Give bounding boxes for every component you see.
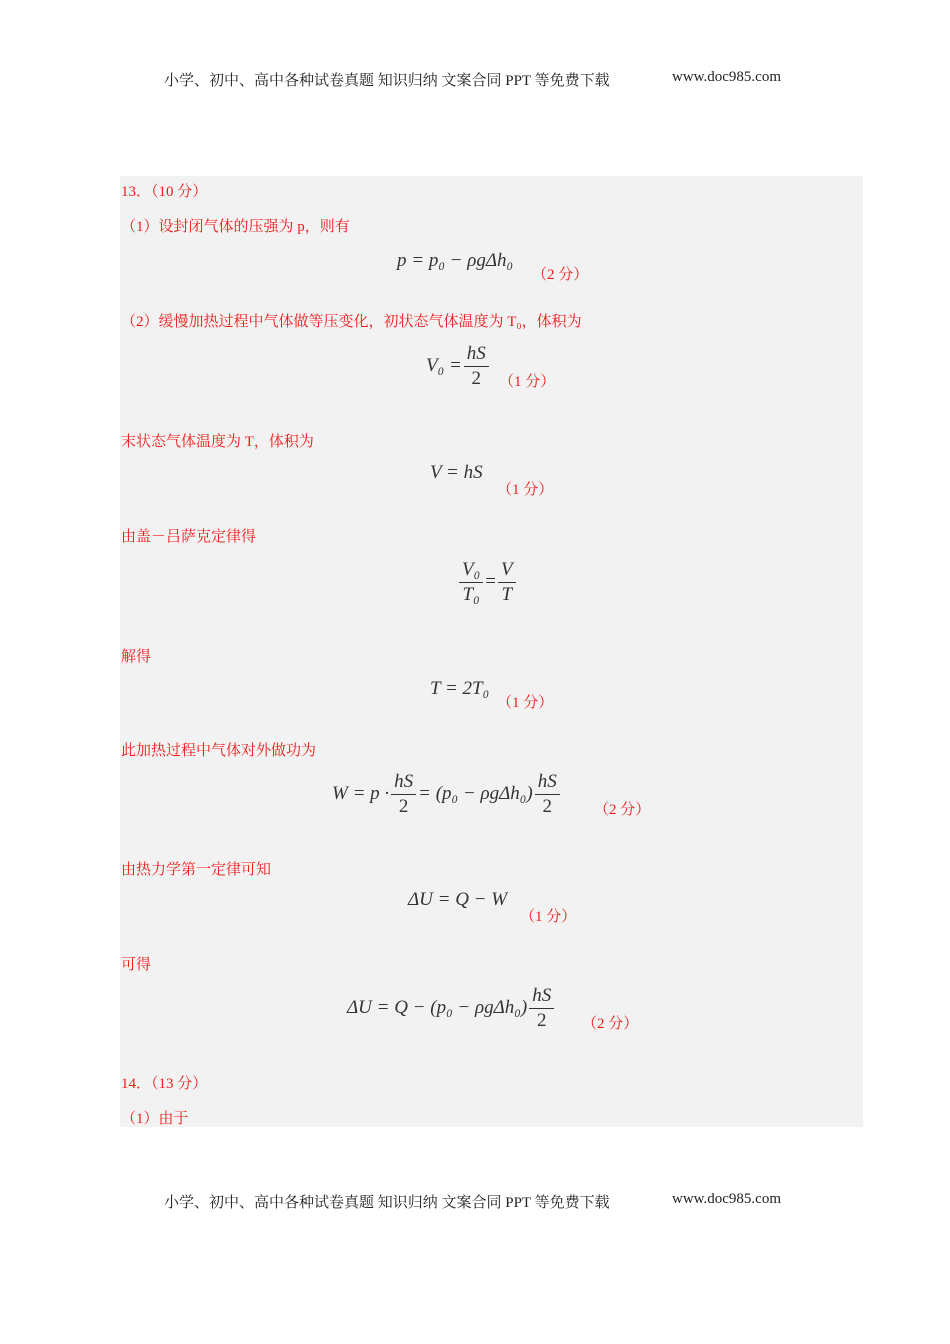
footer-url[interactable]: www.doc985.com [672, 1191, 782, 1207]
fraction [535, 770, 560, 819]
numerator: hS [529, 984, 554, 1009]
q13-line4: 由盖－吕萨克定律得 [121, 529, 257, 545]
formula-2 [426, 342, 491, 391]
q14-title: 14．（13 分） [121, 1076, 208, 1092]
q13-line1: （1）设封闭气体的压强为 p，则有 [121, 219, 350, 235]
formula-1: p = p₀ − ρgΔh₀ [397, 250, 514, 271]
denominator: 2 [542, 796, 552, 817]
q13-line5: 解得 [121, 649, 152, 665]
formula-8 [347, 984, 556, 1033]
numerator: hS [391, 770, 416, 795]
numerator: hS [535, 770, 560, 795]
score-1: （2 分） [532, 267, 589, 283]
formula-8-part-a: ΔU = Q − (p₀ − ρgΔh₀) [347, 996, 528, 1018]
formula-4 [457, 558, 518, 607]
formula-5: T = 2T₀ [430, 678, 490, 699]
score-5: （1 分） [497, 695, 554, 711]
denominator: 2 [536, 1010, 547, 1031]
q13-line8: 可得 [121, 957, 152, 973]
fraction [464, 342, 489, 391]
score-2: （1 分） [499, 374, 556, 390]
header-url[interactable]: www.doc985.com [672, 69, 782, 85]
formula-6-part-b: = (p₀ − ρgΔh₀) [418, 782, 533, 804]
denominator: T₀ [462, 584, 480, 605]
denominator: 2 [471, 368, 482, 389]
q13-title: 13．（10 分） [121, 184, 208, 200]
fraction [498, 558, 516, 607]
numerator: V₀ [459, 558, 483, 583]
header-text: 小学、初中、高中各种试卷真题 知识归纳 文案合同 PPT 等免费下载 [164, 73, 610, 89]
equals: = [485, 570, 496, 592]
q14-line1: （1）由于 [121, 1111, 189, 1127]
fraction [391, 770, 416, 819]
q13-line6: 此加热过程中气体对外做功为 [121, 743, 317, 759]
formula-6 [332, 770, 562, 819]
denominator: 2 [398, 796, 409, 817]
numerator: V [498, 558, 516, 583]
score-8: （2 分） [582, 1016, 639, 1032]
formula-7: ΔU = Q − W [408, 889, 508, 910]
formula-3: V = hS [430, 462, 483, 483]
score-3: （1 分） [497, 482, 554, 498]
formula-2-lhs: V₀ = [426, 354, 462, 376]
q13-line2: （2）缓慢加热过程中气体做等压变化，初状态气体温度为 T₀，体积为 [121, 314, 582, 330]
numerator: hS [464, 342, 489, 367]
fraction [459, 558, 483, 607]
q13-line3: 末状态气体温度为 T，体积为 [121, 434, 314, 450]
score-7: （1 分） [520, 909, 577, 925]
denominator: T [501, 584, 513, 605]
fraction [529, 984, 554, 1033]
score-6: （2 分） [594, 802, 651, 818]
footer-text: 小学、初中、高中各种试卷真题 知识归纳 文案合同 PPT 等免费下载 [164, 1195, 610, 1211]
formula-6-part-a: W = p · [332, 782, 390, 804]
q13-line7: 由热力学第一定律可知 [121, 862, 272, 878]
